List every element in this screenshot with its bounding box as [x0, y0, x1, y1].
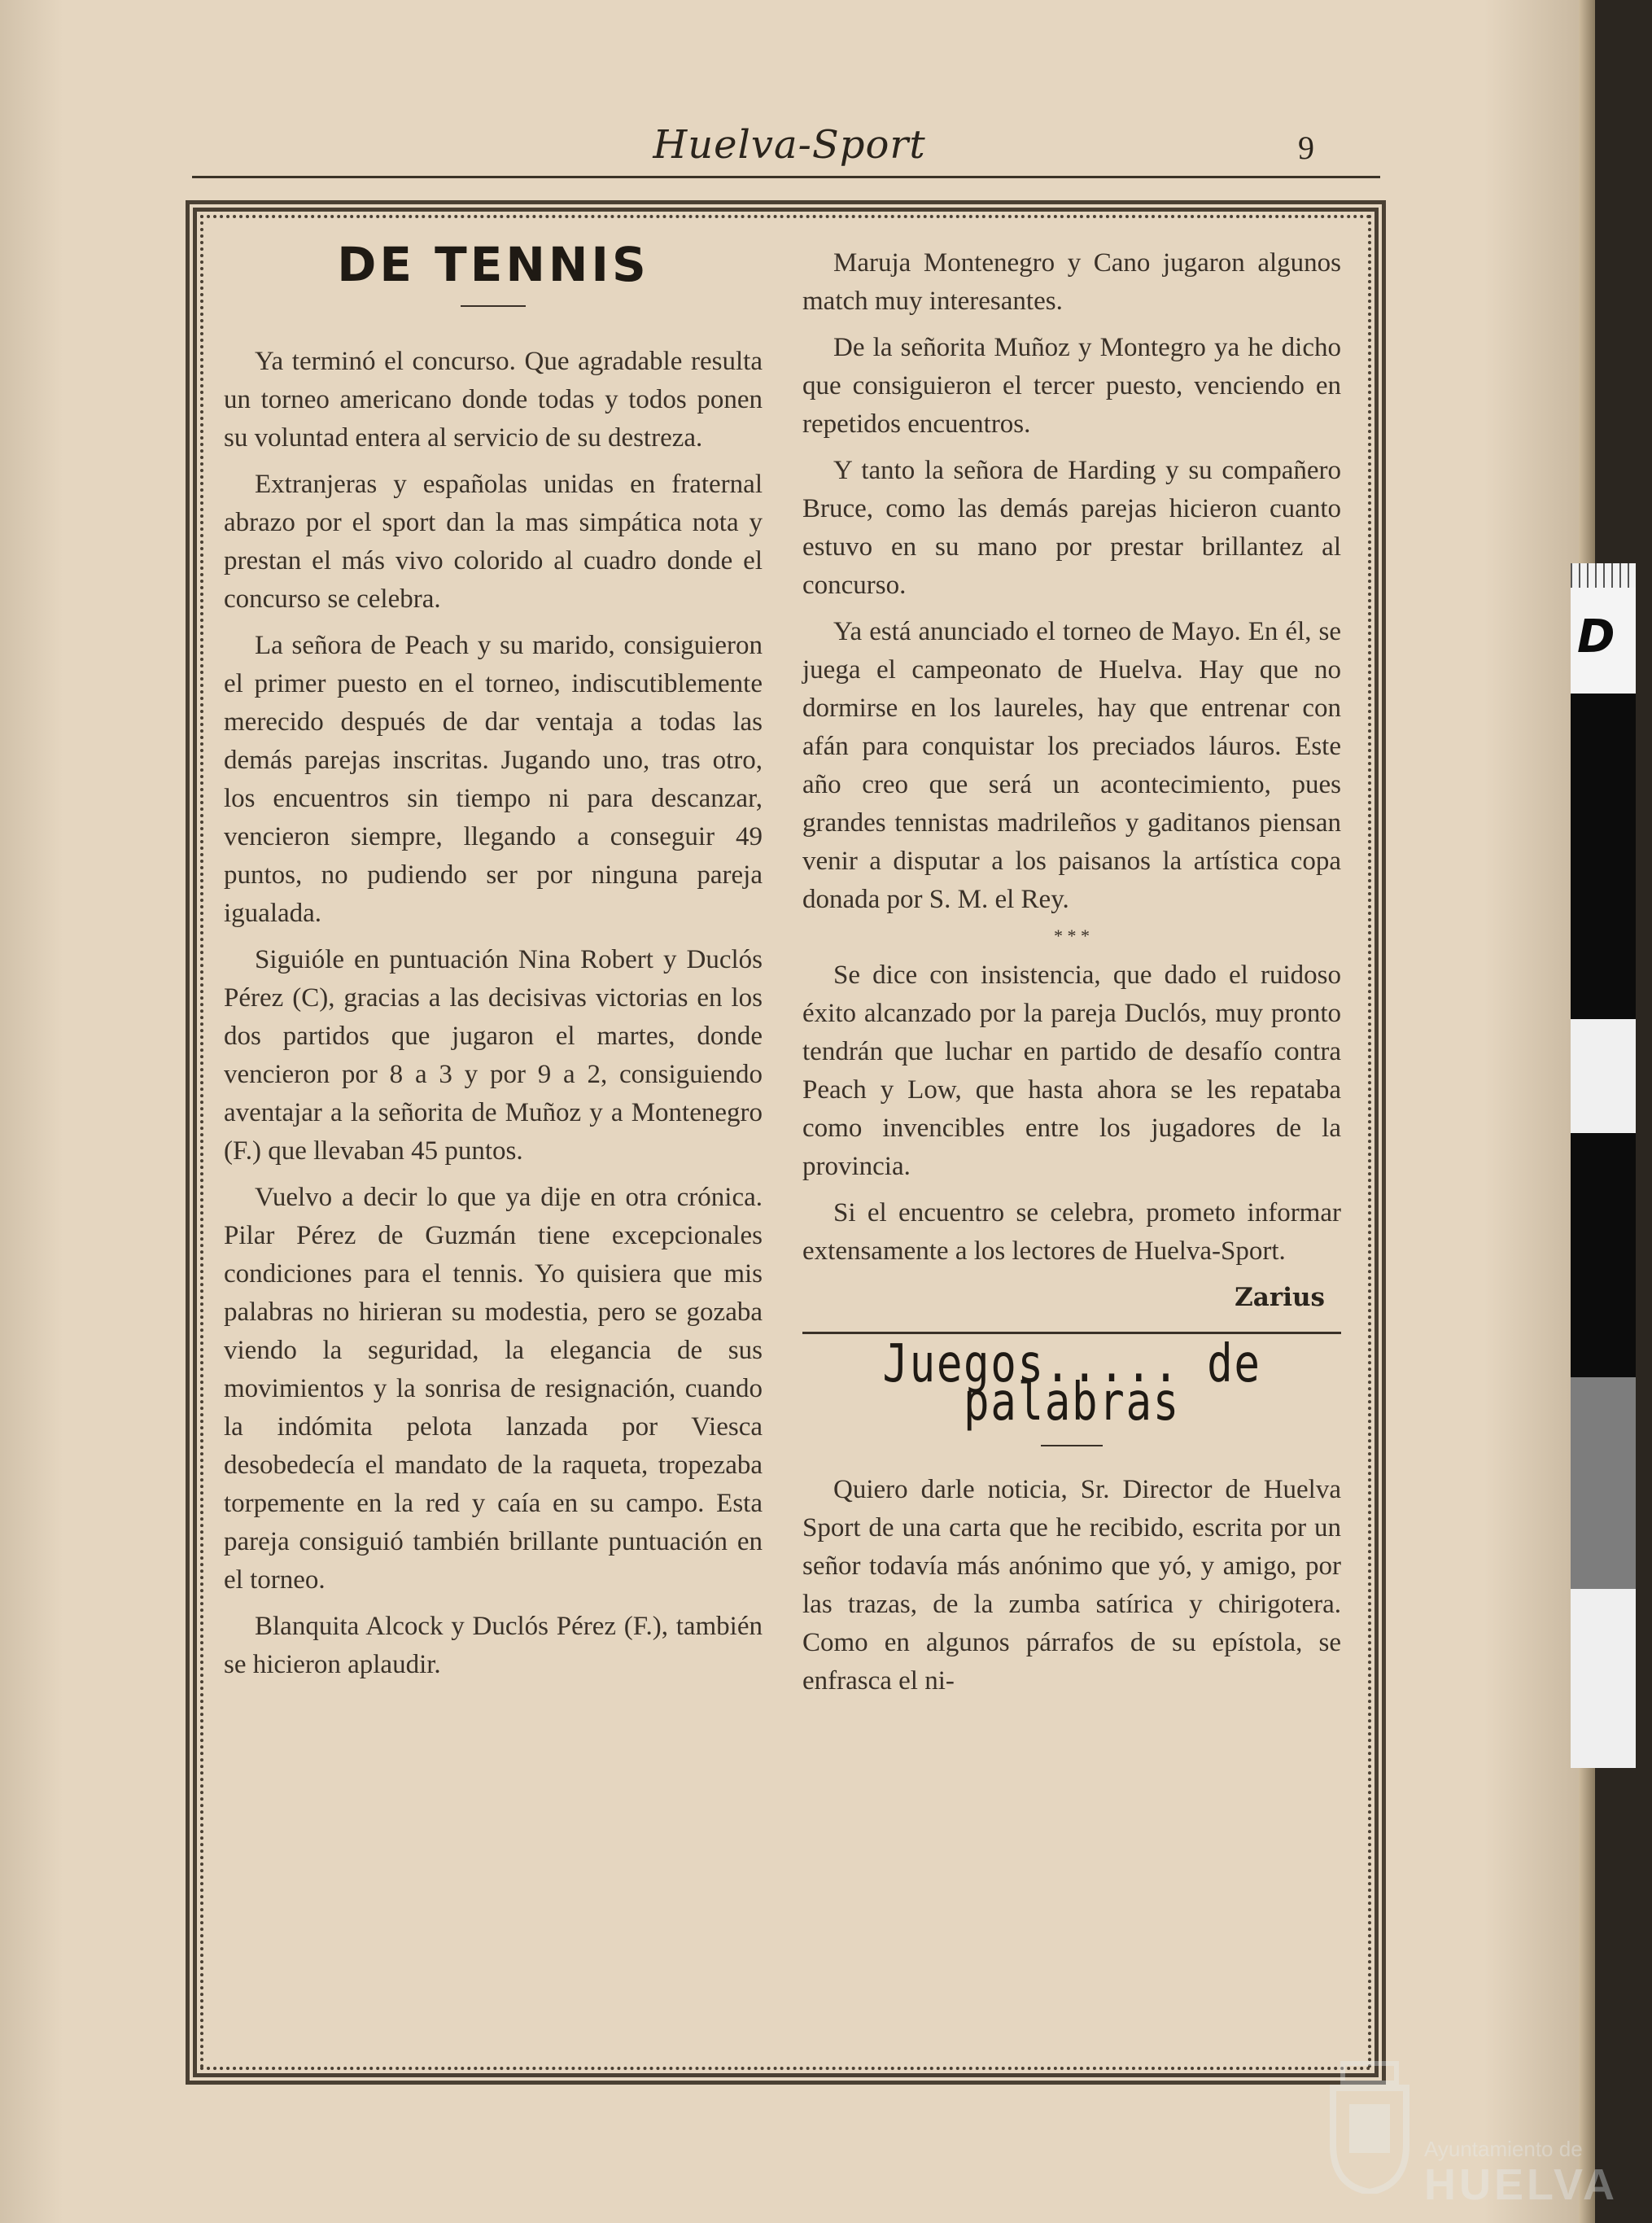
right-column	[802, 244, 1341, 1709]
article-paragraph: Maruja Montenegro y Cano jugaron algunos match muy interesantes.	[802, 248, 1341, 316]
article-paragraph: Ya terminó el concurso. Que agradable resulta un torneo americano donde todas y todos ponen su voluntad entera al servicio de su destreza.	[224, 347, 763, 453]
article-title: DE TENNIS	[337, 237, 649, 292]
title-dash	[461, 305, 526, 307]
article-paragraph: Se dice con insistencia, que dado el ruidoso éxito alcanzado por la pareja Duclós, muy pronto tendrán que luchar en partido de desafío contra Peach y Low, que hasta ahora se les repataba como invencibles entre los jugadores de la provincia.	[802, 961, 1341, 1181]
target-light-patch	[1571, 1019, 1636, 1133]
author-signature: Zarius	[1235, 1283, 1325, 1312]
watermark-org: Ayuntamiento de	[1424, 2137, 1583, 2161]
section-title: Juegos..... de palabras	[882, 1334, 1261, 1433]
article-paragraph: Y tanto la señora de Harding y su compañero Bruce, como las demás parejas hicieron cuanto estuvo en su mano por prestar brillantez al concurso.	[802, 456, 1341, 600]
section-paragraph: Quiero darle noticia, Sr. Director de Huelva Sport de una carta que he recibido, escrita por un señor todavía más anónimo que yó, y amigo, por las trazas, de la zumba satírica y chirigotera. Como en algunos párrafos de su epístola, se enfrasca el ni-	[802, 1475, 1341, 1696]
target-gray-patch	[1571, 1377, 1636, 1589]
page-number: 9	[1298, 129, 1314, 166]
article-paragraph: De la señorita Muñoz y Montegro ya he dicho que consiguieron el tercer puesto, venciendo en repetidos encuentros.	[802, 333, 1341, 439]
left-column	[224, 237, 763, 1692]
article-paragraph: Siguióle en puntuación Nina Robert y Duclós Pérez (C), gracias a las decisivas victorias en los dos partidos que jugaron el martes, donde vencieron por 8 a 3 y por 9 a 2, consiguiendo aventajar a la señorita de Muñoz y a Montenegro (F.) que llevaban 45 puntos.	[224, 945, 763, 1166]
article-paragraph: Blanquita Alcock y Duclós Pérez (F.), también se hicieron aplaudir.	[224, 1612, 763, 1679]
header-rule	[192, 176, 1380, 178]
article-paragraph: La señora de Peach y su marido, consiguieron el primer puesto en el torneo, indiscutiblemente merecido después de dar ventaja a todas las demás parejas inscritas. Jugando uno, tras otro, los encuentros sin tiempo ni para descanzar, vencieron siempre, llegando a conseguir 49 puntos, no pudiendo ser por ninguna pareja igualada.	[224, 631, 763, 928]
section-title-dash	[1041, 1445, 1103, 1446]
target-light-patch-bottom	[1571, 1589, 1636, 1768]
masthead-title: Huelva-Sport	[653, 122, 926, 168]
archive-watermark	[1310, 2055, 1618, 2210]
article-paragraph: Si el encuentro se celebra, prometo informar extensamente a los lectores de Huelva-Sport.	[802, 1198, 1341, 1266]
color-target-strip	[1571, 563, 1636, 1768]
article-paragraph: Vuelvo a decir lo que ya dije en otra crónica. Pilar Pérez de Guzmán tiene excepcionales condiciones para el tennis. Yo quisiera que mis palabras no hirieran su modestia, pero se gozaba viendo la seguridad, la elegancia de sus movimientos y la sonrisa de resignación, cuando la indómita pelota lanzada por Viesca desobedecía el mandato de la raqueta, tropezaba torpemente en la red y caía en su campo. Esta pareja consiguió también brillante puntuación en el torneo.	[224, 1183, 763, 1595]
article-paragraph: Ya está anunciado el torneo de Mayo. En él, se juega el campeonato de Huelva. Hay que no dormirse en los laureles, hay que entrenar con afán para conquistar los preciados láuros. Este año creo que será un acontecimiento, pues grandes tennistas madrileños y gaditanos piensan venir a disputar a los paisanos la artística copa donada por S. M. el Rey.	[802, 617, 1341, 914]
watermark-city: HUELVA	[1424, 2160, 1618, 2209]
article-paragraph: Extranjeras y españolas unidas en fraternal abrazo por el sport dan la mas simpática nota y prestan el más vivo colorido al cuadro donde el concurso se celebra.	[224, 470, 763, 614]
target-letter: D	[1577, 610, 1615, 663]
section-separator: * * *	[1054, 926, 1090, 946]
target-ruler	[1571, 563, 1636, 588]
coat-of-arms-icon	[1325, 2055, 1414, 2194]
